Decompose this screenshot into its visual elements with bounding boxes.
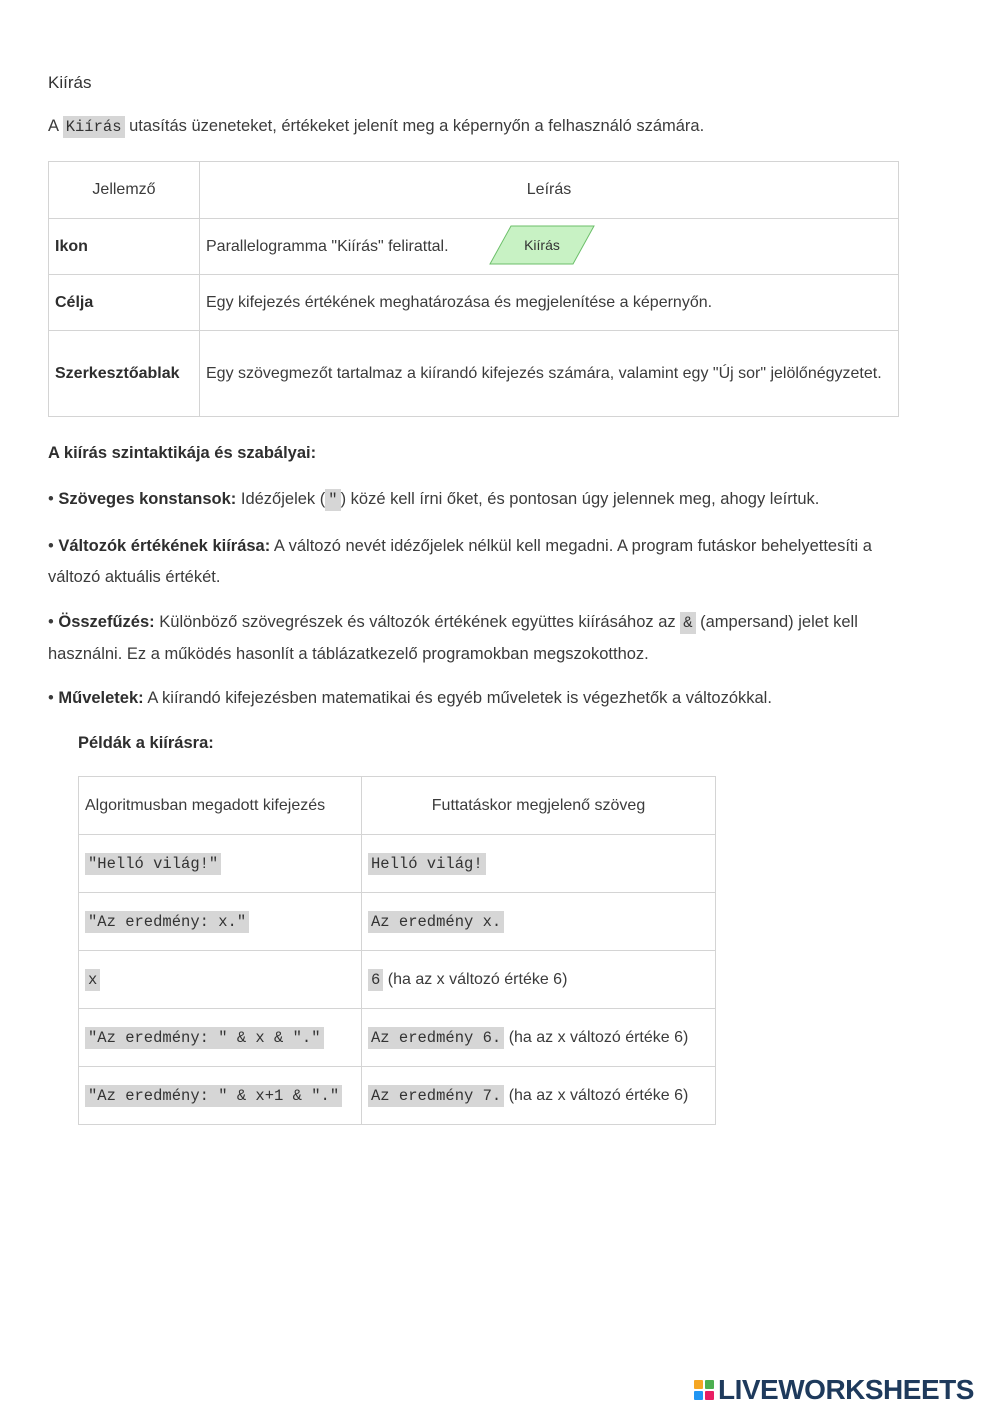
rule-term: Műveletek: <box>58 689 144 707</box>
example-expr-cell <box>79 835 362 893</box>
logo-text: LIVEWORKSHEETS <box>718 1374 974 1405</box>
example-output-cell <box>362 893 716 951</box>
example-expr: "Az eredmény: x." <box>85 911 249 933</box>
example-expr-cell <box>79 1009 362 1067</box>
rule-code: " <box>325 489 340 511</box>
liveworksheets-logo[interactable] <box>694 1374 974 1406</box>
parallelogram-icon <box>489 225 595 265</box>
rule-item <box>48 484 898 516</box>
intro-suffix: utasítás üzeneteket, értékeket jelenít meg a képernyőn a felhasználó számára. <box>129 117 705 135</box>
rule-item <box>48 607 898 670</box>
property-value: Parallelogramma "Kiírás" felirattal. <box>206 237 449 255</box>
table-row <box>49 275 899 331</box>
properties-header-key: Jellemző <box>49 162 200 219</box>
logo-square <box>705 1391 714 1400</box>
table-row <box>49 219 899 275</box>
example-output: 6 <box>368 969 383 991</box>
section-title: Kiírás <box>48 73 92 92</box>
intro-prefix: A <box>48 117 59 135</box>
properties-header-row <box>49 162 899 219</box>
table-row <box>79 1009 716 1067</box>
logo-square <box>705 1380 714 1389</box>
intro-paragraph <box>48 117 704 136</box>
example-expr-cell <box>79 893 362 951</box>
examples-title: Példák a kiírásra: <box>78 734 214 752</box>
example-output: Az eredmény 7. <box>368 1085 504 1107</box>
property-key: Ikon <box>49 219 200 275</box>
rule-text: Különböző szövegrészek és változók értékének együttes kiírásához az <box>159 613 676 631</box>
example-expr: "Helló világ!" <box>85 853 221 875</box>
intro-code: Kiírás <box>63 116 125 138</box>
example-output-cell <box>362 951 716 1009</box>
logo-icon <box>694 1380 714 1400</box>
rule-text: A változó nevét idézőjelek nélkül kell megadni. A program futáskor behelyettesíti a változó aktuális értékét. <box>48 537 872 586</box>
bullet: • <box>48 613 54 631</box>
examples-header-row <box>79 777 716 835</box>
properties-table <box>48 161 899 417</box>
property-value: Egy szövegmezőt tartalmaz a kiírandó kifejezés számára, valamint egy "Új sor" jelölőnégyzetet. <box>200 331 899 417</box>
rule-item <box>48 683 898 714</box>
properties-header-value: Leírás <box>200 162 899 219</box>
bullet: • <box>48 689 54 707</box>
examples-table <box>78 776 716 1125</box>
property-key: Szerkesztőablak <box>49 331 200 417</box>
table-row <box>79 893 716 951</box>
table-row <box>79 1067 716 1125</box>
bullet: • <box>48 537 54 555</box>
rule-item <box>48 531 898 593</box>
example-expr: "Az eredmény: " & x & "." <box>85 1027 324 1049</box>
table-row <box>79 835 716 893</box>
rule-term: Összefűzés: <box>58 613 155 631</box>
logo-square <box>694 1380 703 1389</box>
examples-header-expr: Algoritmusban megadott kifejezés <box>79 777 362 835</box>
example-output-note: (ha az x változó értéke 6) <box>508 1028 689 1046</box>
bullet: • <box>48 490 54 508</box>
table-row <box>79 951 716 1009</box>
rule-term: Szöveges konstansok: <box>58 490 237 508</box>
example-output-note: (ha az x változó értéke 6) <box>508 1086 689 1104</box>
example-output-cell <box>362 1009 716 1067</box>
examples-header-output: Futtatáskor megjelenő szöveg <box>362 777 716 835</box>
property-key: Célja <box>49 275 200 331</box>
rule-text: A kiírandó kifejezésben matematikai és egyéb műveletek is végezhetők a változókkal. <box>147 689 772 707</box>
rule-term: Változók értékének kiírása: <box>58 537 271 555</box>
example-expr: "Az eredmény: " & x+1 & "." <box>85 1085 342 1107</box>
rule-text: ) közé kell írni őket, és pontosan úgy jelennek meg, ahogy leírtuk. <box>340 490 820 508</box>
example-output-note: (ha az x változó értéke 6) <box>387 970 568 988</box>
example-output: Helló világ! <box>368 853 486 875</box>
parallelogram-icon-label: Kiírás <box>524 236 560 253</box>
example-expr: x <box>85 969 100 991</box>
rules-title: A kiírás szintaktikája és szabályai: <box>48 444 317 462</box>
logo-square <box>694 1391 703 1400</box>
example-expr-cell <box>79 1067 362 1125</box>
example-output: Az eredmény 6. <box>368 1027 504 1049</box>
table-row <box>49 331 899 417</box>
property-value-cell <box>200 219 899 275</box>
example-output-cell <box>362 835 716 893</box>
example-output: Az eredmény x. <box>368 911 504 933</box>
rule-text: Idézőjelek ( <box>240 490 326 508</box>
property-value: Egy kifejezés értékének meghatározása és megjelenítése a képernyőn. <box>200 275 899 331</box>
rule-code: & <box>680 612 695 634</box>
example-expr-cell <box>79 951 362 1009</box>
example-output-cell <box>362 1067 716 1125</box>
rule-text: (ampersand) jelet kell használni. Ez a működés hasonlít a táblázatkezelő programokban megszokotthoz. <box>48 613 858 663</box>
